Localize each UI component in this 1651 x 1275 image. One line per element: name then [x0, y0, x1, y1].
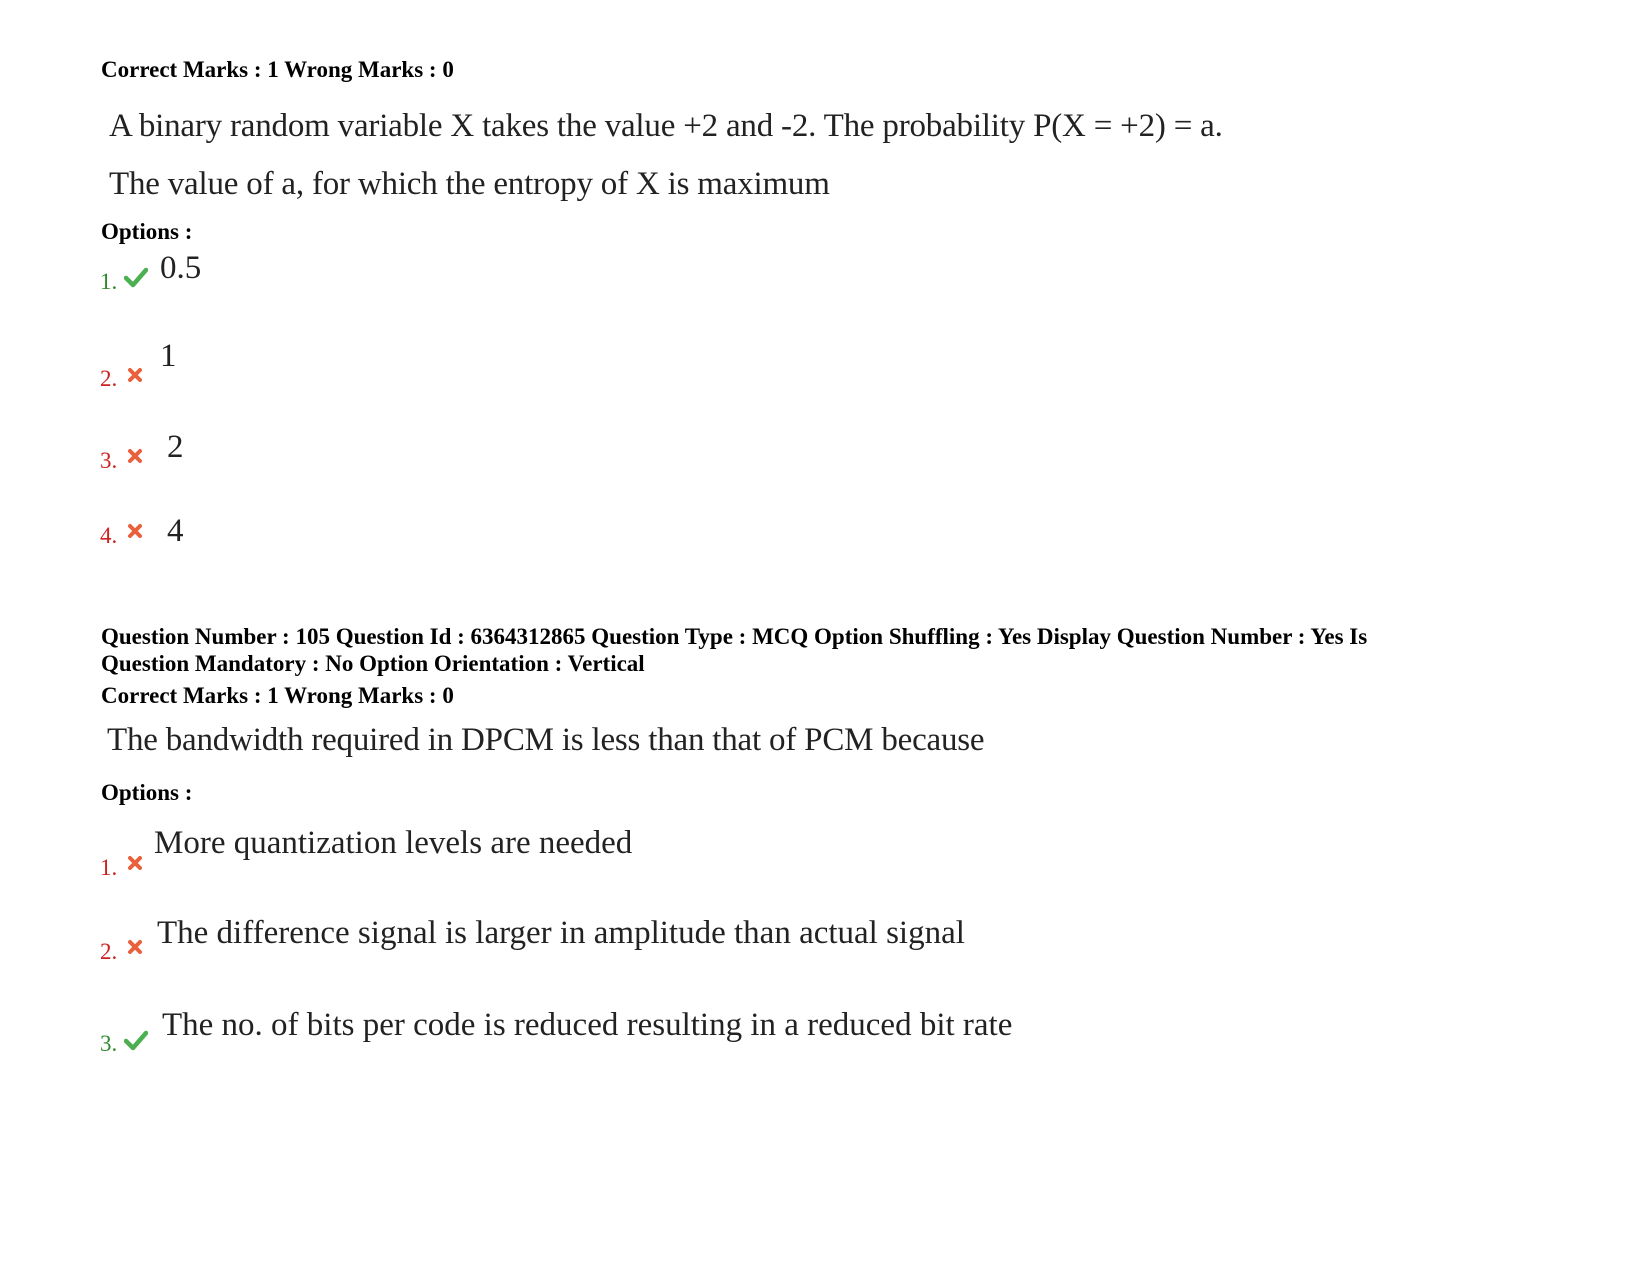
q104-option-2-number: 2.: [100, 366, 118, 391]
q104-option-4-number: 4.: [100, 523, 118, 548]
q105-option-3-number: 3.: [100, 1031, 118, 1056]
q105-option-3-text: The no. of bits per code is reduced resulting in a reduced bit rate: [162, 1007, 1013, 1043]
q105-option-2-text: The difference signal is larger in amplitude than actual signal: [157, 915, 965, 951]
cross-icon: [127, 448, 143, 464]
q104-option-1-number: 1.: [100, 269, 118, 294]
q105-option-1-number: 1.: [100, 855, 118, 880]
q104-option-3-number: 3.: [100, 448, 118, 473]
cross-icon: [127, 523, 143, 539]
q104-option-1-text: 0.5: [160, 250, 202, 286]
q104-marks: Correct Marks : 1 Wrong Marks : 0: [101, 57, 454, 82]
q104-question-line1: A binary random variable X takes the value +2 and -2. The probability P(X = +2) = a.: [109, 108, 1223, 144]
q105-question-line1: The bandwidth required in DPCM is less than that of PCM because: [107, 722, 985, 758]
cross-icon: [127, 367, 143, 383]
q104-options-label: Options :: [101, 219, 193, 244]
q104-option-2-text: 1: [160, 338, 177, 374]
q105-options-label: Options :: [101, 780, 193, 805]
q104-option-3-text: 2: [167, 429, 184, 465]
q104-option-4-text: 4: [167, 513, 184, 549]
q105-header-line2: Question Mandatory : No Option Orientation : Vertical: [101, 651, 645, 676]
q105-option-1-text: More quantization levels are needed: [154, 825, 633, 861]
q105-header-line1: Question Number : 105 Question Id : 6364312865 Question Type : MCQ Option Shuffling : Yes Display Question Number : Yes Is: [101, 624, 1368, 649]
cross-icon: [127, 855, 143, 871]
q105-marks: Correct Marks : 1 Wrong Marks : 0: [101, 683, 454, 708]
check-icon: [124, 266, 148, 288]
q104-question-line2: The value of a, for which the entropy of X is maximum: [109, 166, 830, 202]
check-icon: [124, 1029, 148, 1051]
cross-icon: [127, 939, 143, 955]
q105-option-2-number: 2.: [100, 939, 118, 964]
